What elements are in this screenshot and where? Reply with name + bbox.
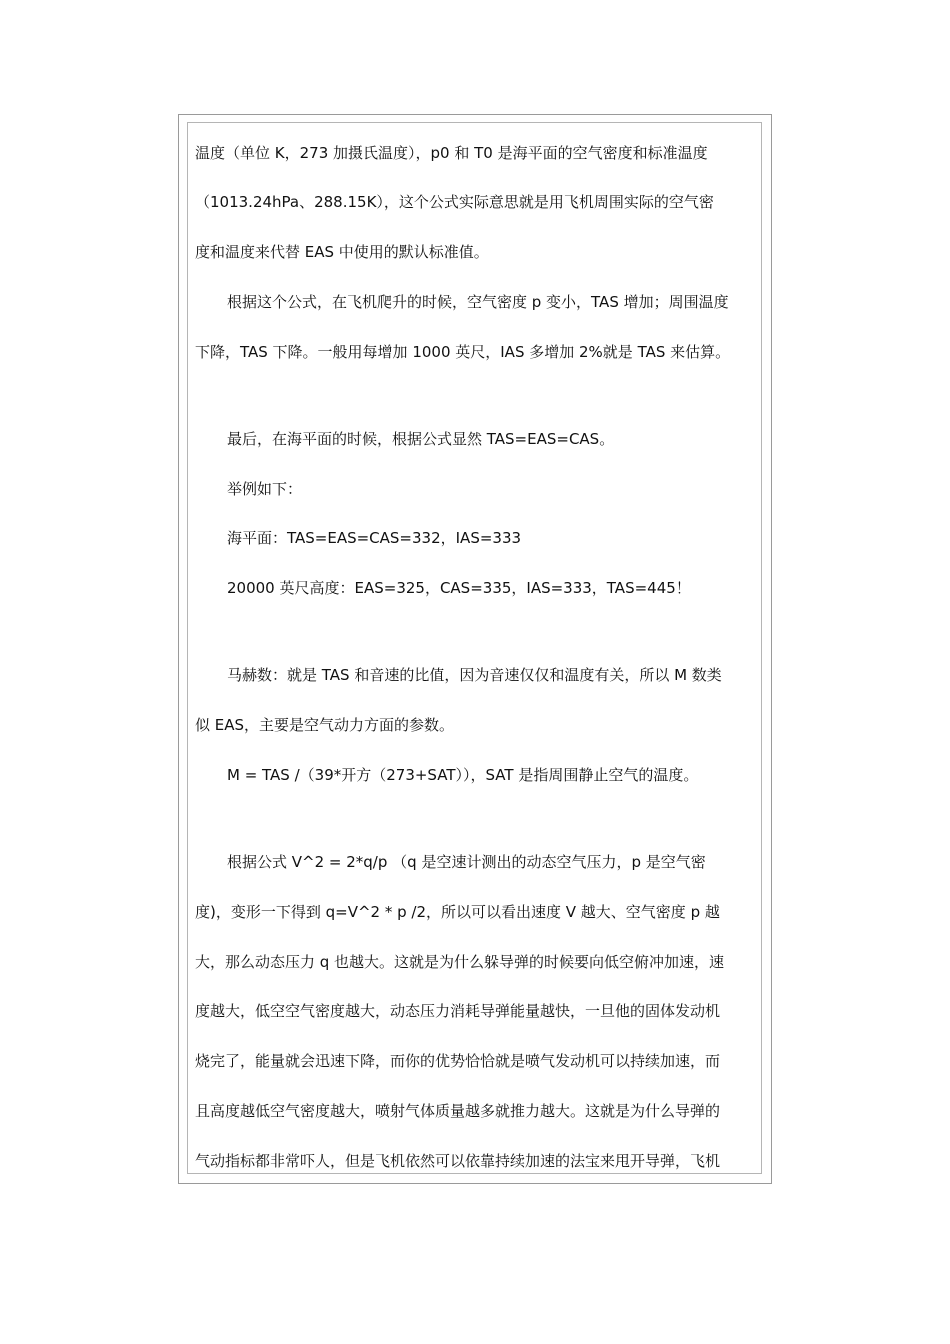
document-text-box xyxy=(187,122,762,1174)
text-line: （1013.24hPa、288.15K），这个公式实际意思就是用飞机周围实际的空气密 xyxy=(195,193,714,211)
text-line: 下降，TAS 下降。一般用每增加 1000 英尺，IAS 多增加 2%就是 TAS 来估算。 xyxy=(195,343,731,361)
text-line: 烧完了，能量就会迅速下降，而你的优势恰恰就是喷气发动机可以持续加速，而 xyxy=(195,1052,721,1070)
text-line: 度)，变形一下得到 q=V^2 * p /2，所以可以看出速度 V 越大、空气密度 p 越 xyxy=(195,903,720,921)
text-line: 度和温度来代替 EAS 中使用的默认标准值。 xyxy=(195,243,489,261)
text-line: 度越大，低空空气密度越大，动态压力消耗导弹能量越快，一旦他的固体发动机 xyxy=(195,1002,721,1020)
text-line: M = TAS /（39*开方（273+SAT）），SAT 是指周围静止空气的温度。 xyxy=(227,766,699,784)
text-line: 根据这个公式，在飞机爬升的时候，空气密度 p 变小，TAS 增加；周围温度 xyxy=(227,293,729,311)
text-line: 根据公式 V^2 = 2*q/p （q 是空速计测出的动态空气压力，p 是空气密 xyxy=(227,853,706,871)
text-line: 大，那么动态压力 q 也越大。这就是为什么躲导弹的时候要向低空俯冲加速，速 xyxy=(195,953,725,971)
text-line: 最后，在海平面的时候，根据公式显然 TAS=EAS=CAS。 xyxy=(227,430,615,448)
text-line: 海平面：TAS=EAS=CAS=332，IAS=333 xyxy=(227,529,522,547)
text-line: 且高度越低空气密度越大，喷射气体质量越多就推力越大。这就是为什么导弹的 xyxy=(195,1102,721,1120)
text-line: 气动指标都非常吓人，但是飞机依然可以依靠持续加速的法宝来甩开导弹，飞机 xyxy=(195,1152,721,1170)
text-line: 马赫数：就是 TAS 和音速的比值，因为音速仅仅和温度有关，所以 M 数类 xyxy=(227,666,722,684)
text-line: 温度（单位 K，273 加摄氏温度），p0 和 T0 是海平面的空气密度和标准温度 xyxy=(195,144,708,162)
text-line: 20000 英尺高度：EAS=325，CAS=335，IAS=333，TAS=445！ xyxy=(227,579,691,597)
text-line: 举例如下： xyxy=(227,480,303,498)
text-line: 似 EAS，主要是空气动力方面的参数。 xyxy=(195,716,455,734)
